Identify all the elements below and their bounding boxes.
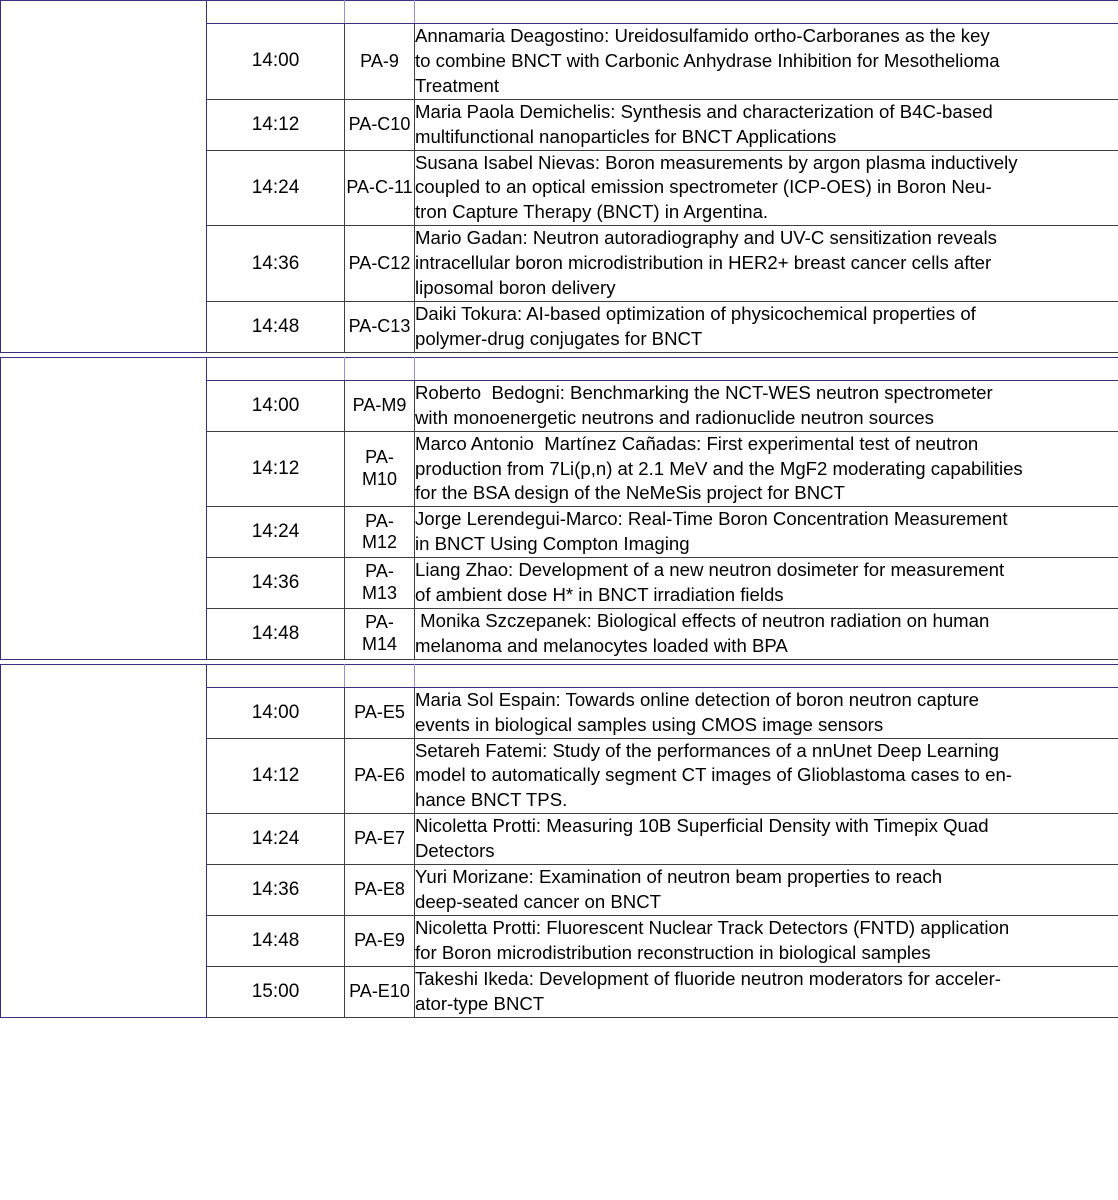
- talk-title-line: coupled to an optical emission spectrometer (ICP-OES) in Boron Neu-: [415, 176, 992, 198]
- session-title: Parallel session – Medical Physics: [415, 357, 1118, 380]
- talk-title: [415, 915, 1118, 966]
- talk-title-line: Maria Paola Demichelis: Synthesis and characterization of B4C-based: [415, 100, 993, 122]
- hall-label-0: [1, 1, 207, 353]
- talk-title-line: Roberto Bedogni: Benchmarking the NCT-WES neutron spectrometer: [415, 381, 993, 403]
- talk-title-line: Nicoletta Protti: Measuring 10B Superficial Density with Timepix Quad: [415, 815, 989, 837]
- talk-title: [415, 99, 1118, 150]
- talk-time: 14:12: [207, 99, 345, 150]
- talk-title: [415, 738, 1118, 814]
- hall-label-line1: SMALL HALL: [43, 828, 164, 851]
- talk-code-line2: M14: [361, 633, 397, 654]
- session-time-range: 14:00-15:30: [207, 664, 345, 687]
- talk-code: [345, 431, 415, 507]
- talk-title-line: Takeshi Ikeda: Development of fluoride neutron moderators for acceler-: [415, 967, 1002, 989]
- talk-title: [415, 150, 1118, 226]
- session-code-spacer: [345, 664, 415, 687]
- talk-time: 14:36: [207, 226, 345, 302]
- talk-title-line: production from 7Li(p,n) at 2.1 MeV and the MgF2 moderating capabilities: [415, 457, 1023, 479]
- talk-title-line: Marco Antonio Martínez Cañadas: First experimental test of neutron: [415, 432, 979, 454]
- talk-code: PA-E10: [345, 966, 415, 1017]
- talk-title-line: of ambient dose H* in BNCT irradiation fields: [415, 584, 784, 606]
- talk-time: 14:48: [207, 915, 345, 966]
- talk-time: 14:12: [207, 431, 345, 507]
- talk-code-line1: PA-: [365, 510, 394, 531]
- session-header-row: [1, 664, 1118, 687]
- talk-title-line: Nicoletta Protti: Fluorescent Nuclear Track Detectors (FNTD) application: [415, 916, 1010, 938]
- talk-title: [415, 24, 1118, 100]
- hall-label-2: [1, 664, 207, 1017]
- hall-label-line1: MEDIUM HALL: [35, 150, 172, 173]
- talk-title-line: ator-type BNCT: [415, 992, 545, 1014]
- hall-label-1: [1, 357, 207, 659]
- talk-title-line: deep-seated cancer on BNCT: [415, 891, 661, 912]
- talk-title-line: Mario Gadan: Neutron autoradiography and UV-C sensitization reveals: [415, 227, 997, 249]
- talk-time: 14:24: [207, 814, 345, 865]
- session-time-range: 14:00-15:30: [207, 357, 345, 380]
- talk-title: [415, 966, 1118, 1017]
- session-header-row: [1, 357, 1118, 380]
- talk-title: [415, 301, 1118, 352]
- hall-label-line2: PART A: [68, 178, 138, 201]
- talk-time: 14:00: [207, 24, 345, 100]
- talk-title: [415, 865, 1118, 916]
- talk-title-line: Jorge Lerendegui-Marco: Real-Time Boron Concentration Measurement: [415, 508, 1008, 530]
- talk-code: [345, 507, 415, 558]
- talk-title-line: in BNCT Using Compton Imaging: [415, 533, 690, 555]
- talk-code: [345, 558, 415, 609]
- session-title: Parallel session – Engineering and physics: [415, 664, 1118, 687]
- talk-title-line: Daiki Tokura: AI-based optimization of physicochemical properties of: [415, 302, 976, 324]
- talk-title-line: Liang Zhao: Development of a new neutron dosimeter for measurement: [415, 559, 1005, 581]
- talk-code-line2: M13: [361, 583, 397, 604]
- talk-title: [415, 226, 1118, 302]
- talk-time: 14:48: [207, 608, 345, 659]
- talk-title-line: Susana Isabel Nievas: Boron measurements by argon plasma inductively: [415, 151, 1018, 173]
- talk-code: PA-E8: [345, 865, 415, 916]
- talk-time: 14:00: [207, 687, 345, 738]
- session-title: Parallel session – Chemistry of NCT carriers: [415, 1, 1118, 24]
- talk-title-line: intracellular boron microdistribution in HER2+ breast cancer cells after: [415, 252, 992, 274]
- talk-title-line: to combine BNCT with Carbonic Anhydrase Inhibition for Mesothelioma: [415, 49, 1000, 71]
- talk-code: [345, 380, 415, 431]
- talk-title-line: liposomal boron delivery: [415, 277, 616, 299]
- talk-time: 14:36: [207, 558, 345, 609]
- schedule-body: [1, 1, 1118, 1018]
- hall-label-line1: MEDIUM HALL: [35, 482, 172, 505]
- talk-code: PA-C-11: [345, 150, 415, 226]
- talk-title-line: events in biological samples using CMOS image sensors: [415, 713, 884, 735]
- talk-title-line: Maria Sol Espain: Towards online detection of boron neutron capture: [415, 688, 980, 710]
- talk-code: PA-E7: [345, 814, 415, 865]
- talk-code: PA-9: [345, 24, 415, 100]
- talk-time: 14:24: [207, 150, 345, 226]
- talk-code-line2: M10: [361, 468, 397, 489]
- talk-code-line1: PA-: [365, 612, 394, 633]
- talk-time: 15:00: [207, 966, 345, 1017]
- talk-code: PA-E5: [345, 687, 415, 738]
- talk-title-line: Monika Szczepanek: Biological effects of neutron radiation on human: [415, 609, 990, 631]
- talk-code-line1: PA-M9: [352, 394, 407, 415]
- session-header-row: [1, 1, 1118, 24]
- talk-title-line: Annamaria Deagostino: Ureidosulfamido ortho-Carboranes as the key: [415, 25, 990, 46]
- talk-title-line: polymer-drug conjugates for BNCT: [415, 327, 703, 349]
- talk-title: [415, 608, 1118, 659]
- talk-time: 14:00: [207, 380, 345, 431]
- talk-code: PA-C13: [345, 301, 415, 352]
- talk-code-line1: PA-: [365, 561, 394, 582]
- session-time-range: 14:00-15:30: [207, 1, 345, 24]
- talk-title: [415, 431, 1118, 507]
- talk-code: PA-E6: [345, 738, 415, 814]
- talk-title-line: Yuri Morizane: Examination of neutron beam properties to reach: [415, 866, 943, 888]
- talk-title-line: Setareh Fatemi: Study of the performances of a nnUnet Deep Learning: [415, 739, 999, 761]
- talk-code-line1: PA-: [365, 447, 394, 468]
- talk-time: 14:48: [207, 301, 345, 352]
- talk-code: PA-C10: [345, 99, 415, 150]
- talk-title: [415, 814, 1118, 865]
- talk-code: PA-C12: [345, 226, 415, 302]
- talk-title-line: Detectors: [415, 840, 495, 862]
- talk-time: 14:12: [207, 738, 345, 814]
- talk-title-line: with monoenergetic neutrons and radionuclide neutron sources: [415, 406, 934, 428]
- talk-title-line: for the BSA design of the NeMeSis project for BNCT: [415, 482, 845, 504]
- talk-title-line: for Boron microdistribution reconstruction in biological samples: [415, 941, 931, 963]
- talk-title-line: hance BNCT TPS.: [415, 789, 568, 811]
- session-code-spacer: [345, 1, 415, 24]
- talk-title: [415, 687, 1118, 738]
- talk-title-line: tron Capture Therapy (BNCT) in Argentina.: [415, 201, 769, 223]
- talk-title-line: multifunctional nanoparticles for BNCT Applications: [415, 125, 837, 147]
- talk-code-line2: M12: [361, 532, 397, 553]
- session-code-spacer: [345, 357, 415, 380]
- talk-title-line: Treatment: [415, 74, 500, 96]
- talk-title-line: model to automatically segment CT images of Glioblastoma cases to en-: [415, 764, 1012, 786]
- talk-code: PA-E9: [345, 915, 415, 966]
- hall-label-line2: PART B: [68, 510, 139, 533]
- talk-title: [415, 507, 1118, 558]
- talk-title: [415, 558, 1118, 609]
- talk-code: [345, 608, 415, 659]
- talk-time: 14:24: [207, 507, 345, 558]
- talk-time: 14:36: [207, 865, 345, 916]
- talk-title: [415, 380, 1118, 431]
- talk-title-line: melanoma and melanocytes loaded with BPA: [415, 634, 788, 656]
